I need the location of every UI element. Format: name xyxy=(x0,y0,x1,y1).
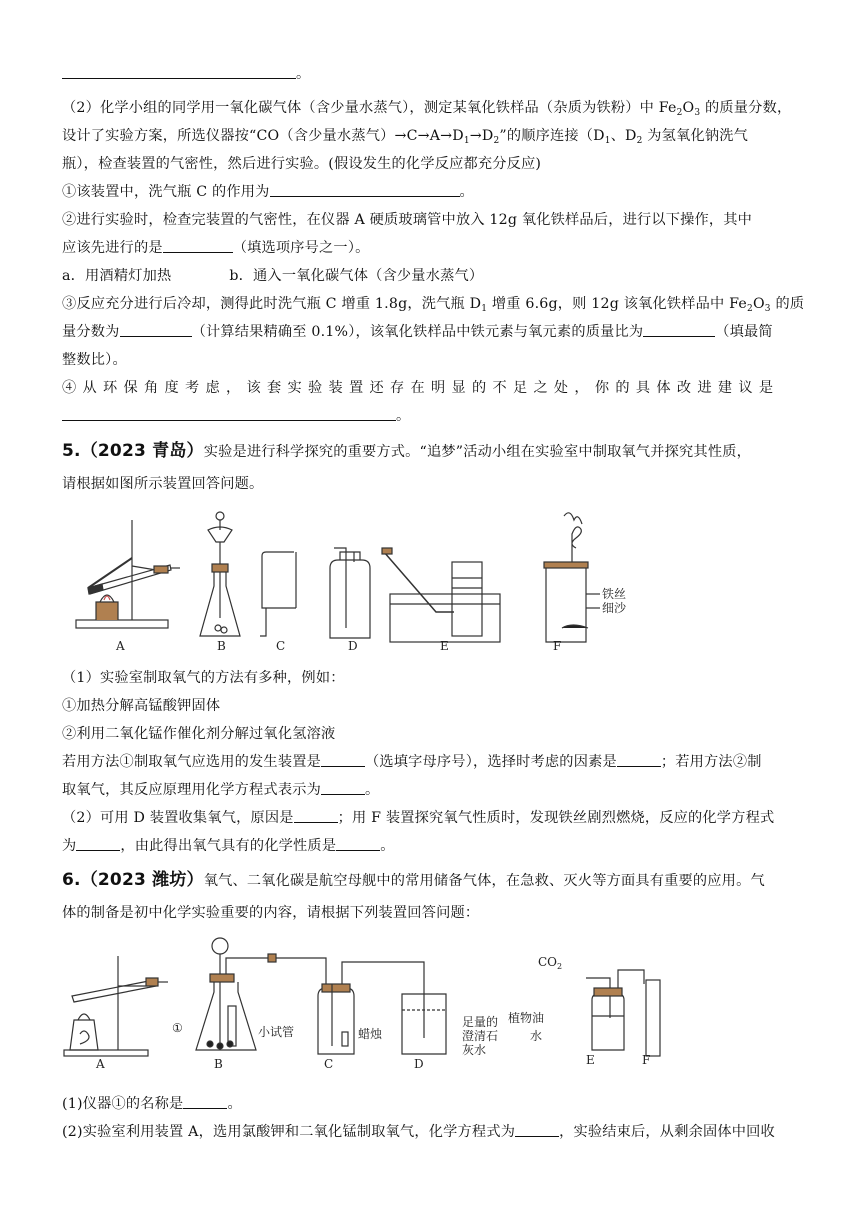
apparatus-label: E xyxy=(440,639,449,653)
answer-blank[interactable] xyxy=(120,322,192,337)
label-candle: 蜡烛 xyxy=(358,1027,383,1041)
apparatus-label: C xyxy=(276,639,286,653)
label-iron-wire: 铁丝 xyxy=(602,587,627,601)
q6-part2: (2)实验室利用装置 A，选用氯酸钾和二氧化锰制取氧气，化学方程式为 ，实验结束后，从剩余固体中回收 xyxy=(62,1124,775,1140)
answer-blank[interactable] xyxy=(76,836,120,851)
apparatus-a-heated-tube xyxy=(76,520,180,628)
q5-method-2: ②利用二氧化锰作催化剂分解过氧化氢溶液 xyxy=(62,726,336,742)
label-limewater: 澄清石 xyxy=(462,1029,499,1043)
q6-part1: (1)仪器①的名称是 。 xyxy=(62,1096,242,1112)
q4-sub4-line-1: ④ 从 环 保 角 度 考 虑 ， 该 套 实 验 装 置 还 存 在 明 显 的 不 足 之 处 ， 你 的 具 体 改 进 建 议 是 xyxy=(62,380,774,396)
answer-blank[interactable] xyxy=(336,836,380,851)
answer-blank[interactable] xyxy=(62,406,396,421)
label-co2: $CO_2$ xyxy=(538,955,563,971)
answer-blank[interactable] xyxy=(617,752,661,767)
answer-blank[interactable] xyxy=(62,64,296,79)
apparatus-label: D xyxy=(348,639,358,653)
apparatus-a-stand xyxy=(64,956,168,1056)
q5-part1: （1）实验室制取氧气的方法有多种，例如： xyxy=(62,670,345,686)
q6-intro-line-2: 体的制备是初中化学实验重要的内容，请根据下列装置回答问题： xyxy=(62,905,480,921)
apparatus-f-cylinder xyxy=(646,980,660,1056)
option-a: a．用酒精灯加热 xyxy=(62,268,172,284)
question-number: 6. xyxy=(62,870,81,890)
label-vegetable-oil: 植物油 xyxy=(508,1011,545,1025)
answer-line-0: 。 xyxy=(62,64,310,84)
answer-blank[interactable] xyxy=(321,780,365,795)
apparatus-label: B xyxy=(217,639,226,653)
apparatus-label: C xyxy=(324,1057,334,1071)
q5-part1-question-line-1: 若用方法①制取氧气应选用的发生装置是 （选填字母序号），选择时考虑的因素是 ；若用方法②制 xyxy=(62,754,762,770)
q5-part1-question-line-2: 取氧气，其反应原理用化学方程式表示为 。 xyxy=(62,782,380,798)
answer-blank[interactable] xyxy=(183,1094,227,1109)
q5-method-1: ①加热分解高锰酸钾固体 xyxy=(62,698,221,714)
apparatus-label: E xyxy=(586,1053,595,1067)
apparatus-label: F xyxy=(642,1053,651,1067)
apparatus-e-trough xyxy=(382,548,500,642)
label-water: 水 xyxy=(530,1029,543,1043)
label-limewater: 灰水 xyxy=(462,1043,487,1057)
answer-blank[interactable] xyxy=(270,182,460,197)
q4-sub3-line-3: 整数比）。 xyxy=(62,352,127,368)
apparatus-c-bottle xyxy=(260,552,296,636)
q4-sub1: ①该装置中，洗气瓶 C 的作用为 。 xyxy=(62,184,474,200)
q6-heading-line: 6.（2023 潍坊）氧气、二氧化碳是航空母舰中的常用储备气体，在急救、灭火等方面具有重要的应用。气 xyxy=(62,870,765,890)
answer-blank[interactable] xyxy=(294,808,338,823)
q5-part2-line-1: （2）可用 D 装置收集氧气，原因是 ；用 F 装置探究氧气性质时，发现铁丝剧烈燃烧，反应的化学方程式 xyxy=(62,810,775,826)
q4-part2-line-3: 瓶），检查装置的气密性，然后进行实验。(假设发生的化学反应都充分反应) xyxy=(62,156,542,172)
q5-intro-line-2: 请根据如图所示装置回答问题。 xyxy=(62,476,264,492)
apparatus-label: B xyxy=(214,1057,223,1071)
label-limewater: 足量的 xyxy=(462,1015,499,1029)
question-source: （2023 潍坊） xyxy=(80,870,204,890)
apparatus-label: A xyxy=(96,1057,105,1071)
answer-blank[interactable] xyxy=(321,752,365,767)
apparatus-d-bottle xyxy=(330,548,370,638)
q5-heading-line: 5.（2023 青岛）实验是进行科学探究的重要方式。“追梦”活动小组在实验室中制取氧气并探究其性质， xyxy=(62,441,751,461)
q4-part2-line-2: 设计了实验方案，所选仪器按“CO（含少量水蒸气）$\to C\to A\to D_1\to D_2$”的顺序连接（$D_1$、$D_2$ 为氢氧化钠洗气 xyxy=(62,128,749,146)
apparatus-label: F xyxy=(553,639,562,653)
label-instrument-1: ① xyxy=(172,1021,183,1035)
q4-sub2-line-1: ②进行实验时，检查完装置的气密性，在仪器 A 硬质玻璃管中放入 12g 氧化铁样品后，进行以下操作，其中 xyxy=(62,212,753,228)
q4-sub2-line-2: 应该先进行的是 （填选项序号之一）。 xyxy=(62,240,370,256)
apparatus-b-flask xyxy=(200,512,240,636)
q5-part2-line-2: 为 ，由此得出氧气具有的化学性质是 。 xyxy=(62,838,395,854)
q4-sub3-line-1: ③反应充分进行后冷却，测得此时洗气瓶 C 增重 1.8g，洗气瓶 $D_1$ 增重 6.6g，则 12g 该氧化铁样品中 $Fe_2O_3$ 的质 xyxy=(62,296,805,314)
q4-sub3-line-2: 量分数为 （计算结果精确至 0.1%），该氧化铁样品中铁元素与氧元素的质量比为 （填最简 xyxy=(62,324,773,340)
label-small-tube: 小试管 xyxy=(258,1025,295,1039)
apparatus-label: A xyxy=(116,639,125,653)
question-number: 5. xyxy=(62,441,81,461)
answer-blank[interactable] xyxy=(163,238,233,253)
apparatus-f-bottle xyxy=(544,513,600,642)
question-source: （2023 青岛） xyxy=(80,441,204,461)
answer-blank[interactable] xyxy=(643,322,715,337)
apparatus-e-bottle xyxy=(586,970,644,1050)
q4-options xyxy=(62,266,483,286)
q6-apparatus-figure xyxy=(62,936,662,1072)
apparatus-label: D xyxy=(414,1057,424,1071)
answer-blank[interactable] xyxy=(515,1122,559,1137)
q4-part2-line-1: （2）化学小组的同学用一氧化碳气体（含少量水蒸气），测定某氧化铁样品（杂质为铁粉）中 $Fe_2O_3$ 的质量分数， xyxy=(62,100,792,118)
q5-apparatus-figure xyxy=(70,508,630,654)
q4-sub4-line-2: 。 xyxy=(62,406,410,426)
option-b: b．通入一氧化碳气体（含少量水蒸气） xyxy=(229,268,484,284)
label-fine-sand: 细沙 xyxy=(602,601,627,615)
